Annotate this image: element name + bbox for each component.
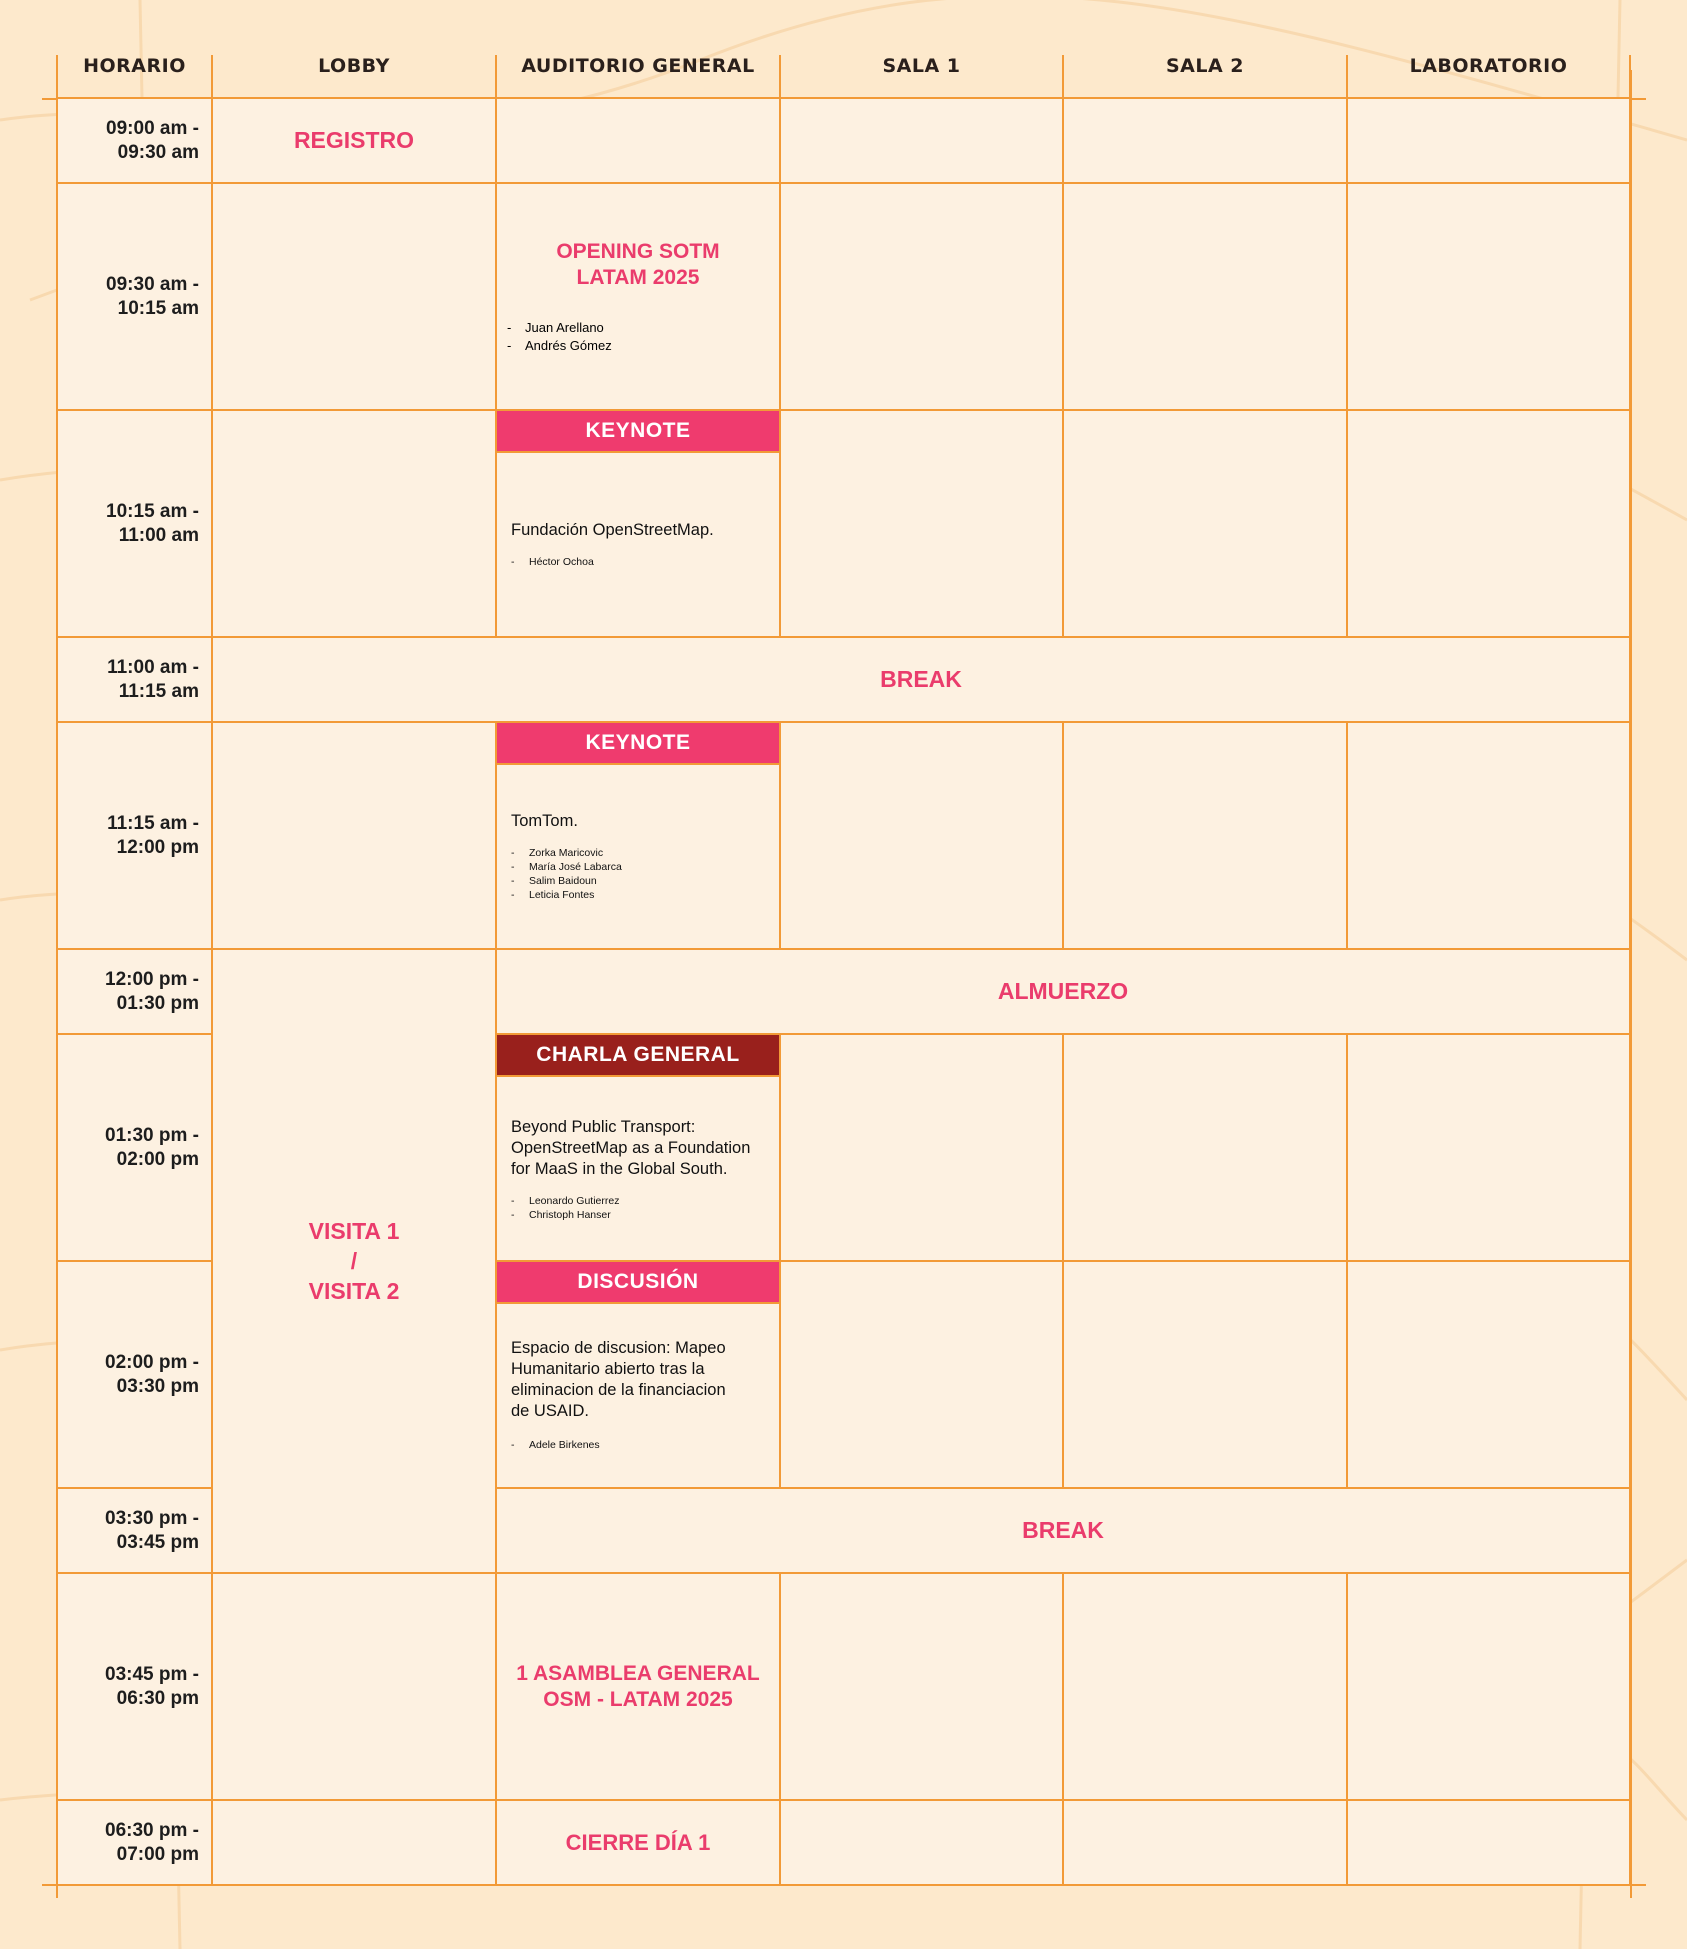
event-asamblea: [497, 1574, 781, 1801]
empty-cell: [781, 1262, 1064, 1489]
empty-cell: [1348, 1262, 1631, 1489]
empty-cell: [781, 1035, 1064, 1262]
empty-cell: [497, 99, 781, 184]
column-header-sala2: SALA 2: [1064, 55, 1348, 99]
event-keynote-tomtom: [497, 723, 781, 950]
speaker: - María José Labarca: [511, 860, 765, 874]
empty-cell: [1064, 723, 1348, 950]
empty-cell: [1348, 723, 1631, 950]
time-slot: 01:30 pm - 02:00 pm: [56, 1035, 213, 1262]
keynote-banner: KEYNOTE: [497, 411, 779, 453]
time-slot: 11:00 am - 11:15 am: [56, 638, 213, 723]
event-title: VISITA 1 / VISITA 2: [308, 1218, 400, 1304]
time-slot: 11:15 am - 12:00 pm: [56, 723, 213, 950]
talk-title: Fundación OpenStreetMap.: [511, 521, 714, 539]
empty-cell: [1064, 1801, 1348, 1886]
empty-cell: [213, 411, 497, 638]
discusion-banner: DISCUSIÓN: [497, 1262, 779, 1304]
empty-cell: [213, 184, 497, 411]
empty-cell: [1348, 99, 1631, 184]
talk-title: Beyond Public Transport: OpenStreetMap as a Foundation for MaaS in the Global South.: [511, 1118, 751, 1178]
speaker-list: [511, 846, 765, 902]
speaker-list: [497, 319, 612, 355]
column-header-auditorio: AUDITORIO GENERAL: [497, 55, 781, 99]
time-slot: 03:45 pm - 06:30 pm: [56, 1574, 213, 1801]
empty-cell: [1348, 1801, 1631, 1886]
event-discusion: [497, 1262, 781, 1489]
speaker: - Héctor Ochoa: [511, 555, 765, 569]
event-almuerzo: [497, 950, 1631, 1035]
charla-banner: CHARLA GENERAL: [497, 1035, 779, 1077]
time-slot: 09:30 am - 10:15 am: [56, 184, 213, 411]
speaker: - Salim Baidoun: [511, 874, 765, 888]
empty-cell: [781, 723, 1064, 950]
event-title: 1 ASAMBLEA GENERAL OSM - LATAM 2025: [516, 1661, 760, 1711]
schedule-table: [56, 0, 1630, 1949]
speaker: - Zorka Maricovic: [511, 846, 765, 860]
speaker: - Christoph Hanser: [511, 1208, 765, 1222]
talk-title: Espacio de discusion: Mapeo Humanitario abierto tras la eliminacion de la financiacion de USAID.: [511, 1339, 726, 1420]
empty-cell: [1348, 1035, 1631, 1262]
time-slot: 02:00 pm - 03:30 pm: [56, 1262, 213, 1489]
time-slot: 12:00 pm - 01:30 pm: [56, 950, 213, 1035]
speaker: - Andrés Gómez: [507, 337, 612, 355]
speaker: - Juan Arellano: [507, 319, 612, 337]
empty-cell: [213, 1574, 497, 1801]
empty-cell: [781, 1574, 1064, 1801]
empty-cell: [1064, 99, 1348, 184]
event-title: OPENING SOTM LATAM 2025: [556, 239, 720, 289]
event-charla-general: [497, 1035, 781, 1262]
empty-cell: [781, 184, 1064, 411]
event-title: ALMUERZO: [997, 978, 1129, 1004]
column-header-horario: HORARIO: [56, 55, 213, 99]
event-visitas: [213, 950, 497, 1574]
time-slot: 09:00 am - 09:30 am: [56, 99, 213, 184]
empty-cell: [1064, 411, 1348, 638]
empty-cell: [781, 411, 1064, 638]
empty-cell: [1064, 1574, 1348, 1801]
speaker-list: [511, 555, 765, 569]
speaker: - Adele Birkenes: [511, 1438, 765, 1452]
empty-cell: [1348, 411, 1631, 638]
event-break: [213, 638, 1631, 723]
speaker: - Leonardo Gutierrez: [511, 1194, 765, 1208]
event-title: BREAK: [880, 666, 962, 692]
empty-cell: [1064, 1262, 1348, 1489]
empty-cell: [781, 99, 1064, 184]
event-keynote-osm: [497, 411, 781, 638]
empty-cell: [213, 723, 497, 950]
event-title: BREAK: [1022, 1517, 1104, 1543]
empty-cell: [1064, 184, 1348, 411]
empty-cell: [1348, 184, 1631, 411]
speaker: - Leticia Fontes: [511, 888, 765, 902]
column-header-lobby: LOBBY: [213, 55, 497, 99]
time-slot: 03:30 pm - 03:45 pm: [56, 1489, 213, 1574]
time-slot: 10:15 am - 11:00 am: [56, 411, 213, 638]
time-slot: 06:30 pm - 07:00 pm: [56, 1801, 213, 1886]
event-cierre: [497, 1801, 781, 1886]
column-header-laboratorio: LABORATORIO: [1348, 55, 1631, 99]
event-title: REGISTRO: [293, 127, 415, 153]
column-header-sala1: SALA 1: [781, 55, 1064, 99]
event-break: [497, 1489, 1631, 1574]
keynote-banner: KEYNOTE: [497, 723, 779, 765]
event-title: CIERRE DÍA 1: [565, 1830, 711, 1855]
empty-cell: [213, 1801, 497, 1886]
empty-cell: [1064, 1035, 1348, 1262]
empty-cell: [1348, 1574, 1631, 1801]
talk-title: TomTom.: [511, 812, 578, 830]
empty-cell: [781, 1801, 1064, 1886]
speaker-list: [511, 1438, 765, 1452]
speaker-list: [511, 1194, 765, 1222]
event-registro: [213, 99, 497, 184]
event-opening: [497, 184, 781, 411]
